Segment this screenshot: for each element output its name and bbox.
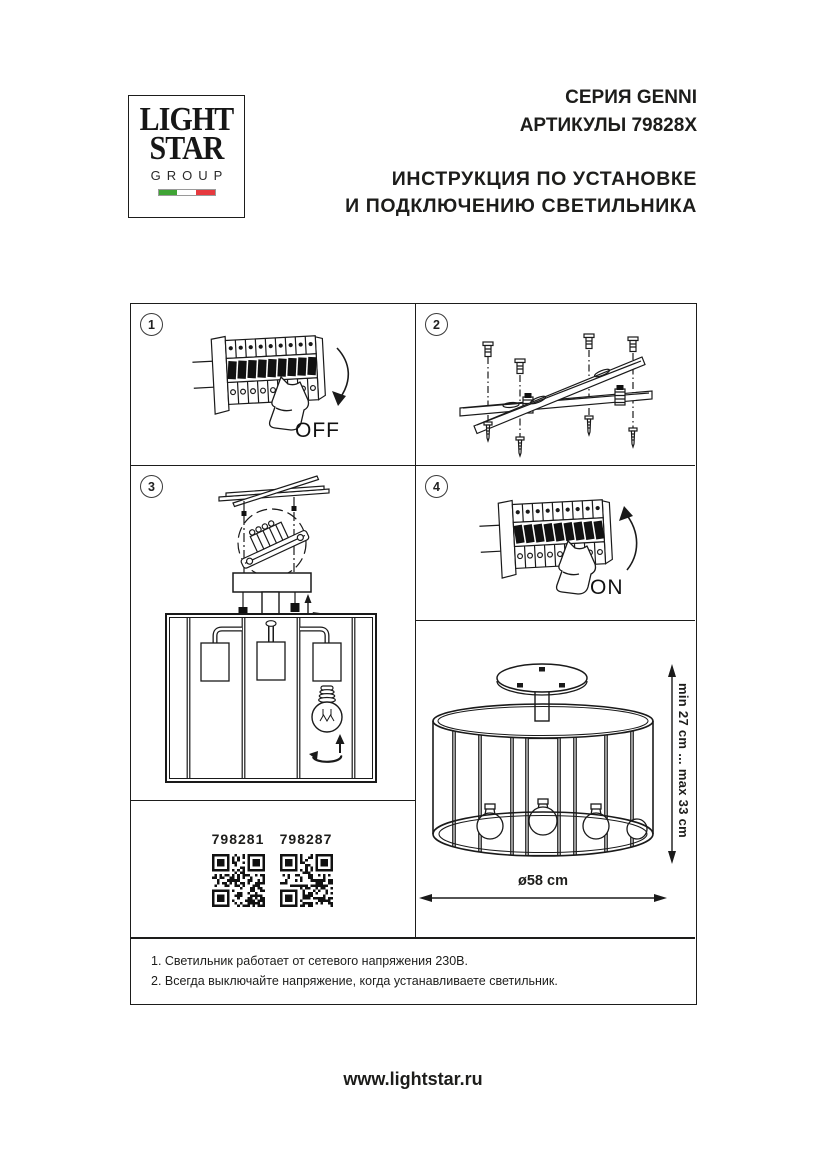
step-2-panel [416, 304, 695, 464]
article-code-1: 798281 [211, 831, 265, 847]
terminal-block-detail [231, 509, 310, 569]
on-label: ON [590, 576, 624, 599]
series-title: СЕРИЯ GENNI [565, 87, 697, 108]
note-line-2: 2. Всегда выключайте напряжение, когда устанавливаете светильник. [151, 973, 558, 988]
instruction-line-2: И ПОДКЛЮЧЕНИЮ СВЕТИЛЬНИКА [345, 195, 697, 217]
website-url: www.lightstar.ru [343, 1069, 483, 1089]
flag-white [177, 190, 196, 195]
step-4-number: 4 [425, 475, 448, 498]
step-3-number: 3 [140, 475, 163, 498]
dimensions-panel [416, 621, 695, 937]
diameter-label: ø58 cm [518, 873, 568, 889]
logo-word-group: GROUP [150, 168, 229, 183]
mounting-brackets-figure [416, 304, 695, 464]
step-3-panel [131, 466, 414, 799]
italy-flag-icon [158, 189, 216, 196]
height-dimension-arrow [668, 664, 676, 864]
qr-panel [131, 801, 414, 937]
logo-word-star: STAR [149, 130, 224, 167]
steps-grid [130, 303, 697, 1005]
drum-shade [433, 704, 653, 856]
flag-green [159, 190, 178, 195]
screw-icons [484, 416, 637, 456]
qr-code-1 [212, 854, 265, 907]
note-line-1: 1. Светильник работает от сетевого напряжения 230В. [151, 953, 468, 968]
off-label: OFF [295, 419, 340, 442]
logo-word-light: LIGHT [139, 101, 234, 138]
diameter-dimension-arrow [419, 894, 667, 902]
height-range-label: min 27 cm ... max 33 cm [676, 683, 691, 839]
circuit-breaker-on-figure [476, 490, 661, 620]
articles-title: АРТИКУЛЫ 79828X [519, 115, 697, 136]
flag-red [196, 190, 215, 195]
instruction-title [345, 166, 697, 220]
instruction-line-1: ИНСТРУКЦИЯ ПО УСТАНОВКЕ [391, 168, 697, 190]
qr-code-2 [280, 854, 333, 907]
circuit-breaker-off-figure [189, 326, 374, 456]
step-1-number: 1 [140, 313, 163, 336]
lightstar-logo [128, 95, 245, 218]
fixture-assembly-figure [131, 466, 415, 800]
article-code-2: 798287 [279, 831, 333, 847]
step-1-panel [131, 304, 414, 464]
notes-panel [131, 939, 695, 1005]
header-title [520, 84, 697, 140]
step-4-panel [416, 466, 695, 619]
step-2-number: 2 [425, 313, 448, 336]
fixture-dimensions-figure [416, 621, 695, 937]
